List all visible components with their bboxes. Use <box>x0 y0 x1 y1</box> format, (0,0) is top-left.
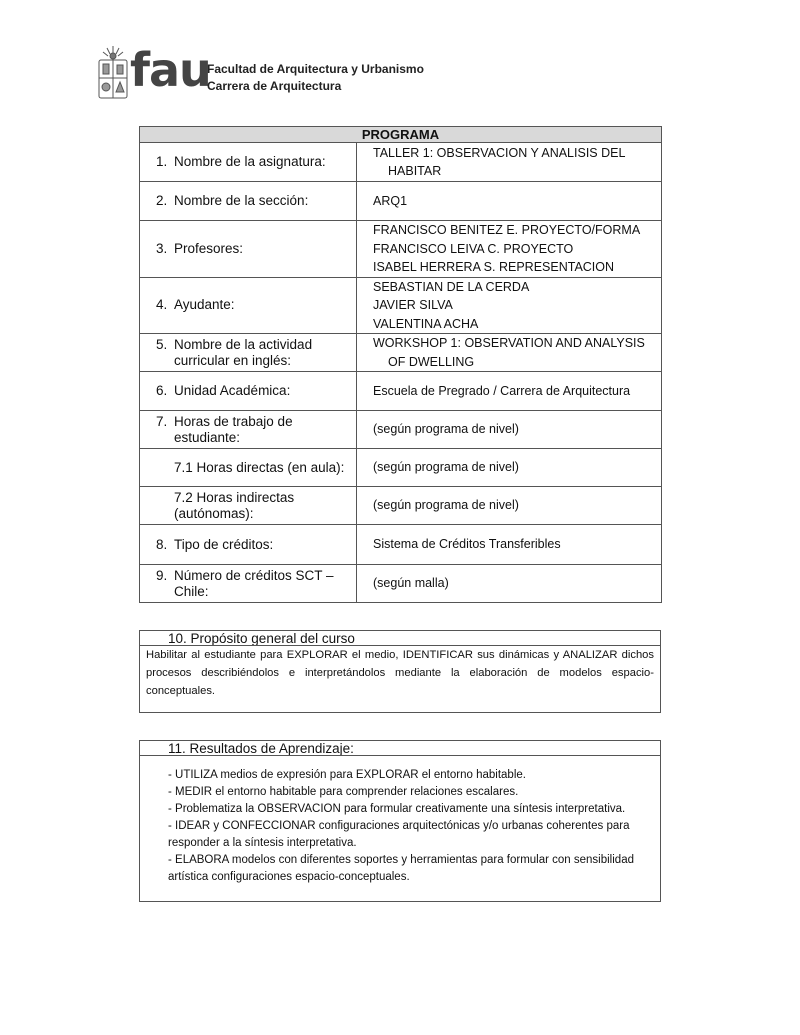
row-number: 6. <box>156 383 168 398</box>
table-row <box>140 565 662 603</box>
row-value: FRANCISCO LEIVA C. PROYECTO <box>373 241 574 256</box>
resultados-list <box>140 756 660 886</box>
row-number: 7.1 <box>174 459 193 475</box>
row-value: (según programa de nivel) <box>373 460 519 475</box>
row-value: SEBASTIAN DE LA CERDA <box>373 279 530 294</box>
list-item: - IDEAR y CONFECCIONAR configuraciones arquitectónicas y/o urbanas coherentes para responder a la síntesis interpretativa. <box>168 820 630 849</box>
row-value: JAVIER SILVA <box>373 298 453 312</box>
row-value: WORKSHOP 1: OBSERVATION AND ANALYSIS <box>373 336 645 350</box>
list-item: - UTILIZA medios de expresión para EXPLORAR el entorno habitable. <box>168 769 526 781</box>
row-value: (según programa de nivel) <box>373 422 519 437</box>
row-value: Escuela de Pregrado / Carrera de Arquitectura <box>373 383 631 398</box>
section-title: 11. Resultados de Aprendizaje: <box>140 741 660 756</box>
list-item: - Problematiza la OBSERVACION para formular creativamente una síntesis interpretativa. <box>168 803 626 815</box>
university-seal-icon <box>97 44 129 100</box>
proposito-section <box>139 630 661 713</box>
row-number: 8. <box>156 536 168 552</box>
table-row <box>140 182 662 221</box>
resultados-section <box>139 740 661 902</box>
row-label: Nombre de la sección: <box>174 193 309 208</box>
row-value: Sistema de Créditos Transferibles <box>373 537 561 552</box>
row-label: Horas indirectas (autónomas): <box>174 489 295 521</box>
row-value: FRANCISCO BENITEZ E. PROYECTO/FORMA <box>373 223 641 237</box>
table-row <box>140 487 662 525</box>
row-label: Número de créditos SCT – Chile: <box>174 567 334 599</box>
row-value: HABITAR <box>388 164 442 178</box>
row-value: (según programa de nivel) <box>373 498 519 513</box>
programa-title: PROGRAMA <box>140 127 662 143</box>
row-label: Nombre de la asignatura: <box>174 154 326 169</box>
faculty-heading <box>207 61 424 95</box>
row-label: Tipo de créditos: <box>174 536 274 552</box>
row-label: Nombre de la actividad curricular en inglés: <box>174 336 313 368</box>
section-title: 10. Propósito general del curso <box>140 631 660 646</box>
table-row <box>140 334 662 372</box>
proposito-text: Habilitar al estudiante para EXPLORAR el medio, IDENTIFICAR sus dinámicas y ANALIZAR dichos procesos describiéndolos e interpretándolos mediante la elaboración de modelos espacio-conceptuales. <box>146 649 654 697</box>
table-row <box>140 372 662 411</box>
table-row <box>140 449 662 487</box>
row-value: TALLER 1: OBSERVACION Y ANALISIS DEL <box>373 145 626 160</box>
row-value: (según malla) <box>373 576 449 591</box>
row-number: 2. <box>156 193 168 208</box>
row-number: 7.2 <box>174 489 193 505</box>
row-number: 4. <box>156 297 168 313</box>
row-label: Horas directas (en aula): <box>196 459 345 475</box>
row-number: 3. <box>156 240 168 256</box>
row-value: ARQ1 <box>373 193 408 208</box>
list-item: - ELABORA modelos con diferentes soportes y herramientas para formular con sensibilidad artística configuraciones espacio-conceptuales. <box>168 854 634 883</box>
table-row <box>140 277 662 334</box>
table-row <box>140 525 662 565</box>
table-row <box>140 411 662 449</box>
list-item: - MEDIR el entorno habitable para comprender relaciones escalares. <box>168 786 519 798</box>
row-value: ISABEL HERRERA S. REPRESENTACION <box>373 260 615 274</box>
row-label: Horas de trabajo de estudiante: <box>174 413 293 445</box>
row-value: VALENTINA ACHA <box>373 316 479 331</box>
row-label: Ayudante: <box>174 297 235 313</box>
career-name: Carrera de Arquitectura <box>207 79 342 93</box>
table-row <box>140 221 662 278</box>
row-label: Unidad Académica: <box>174 383 291 398</box>
row-number: 9. <box>156 567 168 583</box>
row-value: OF DWELLING <box>388 354 475 369</box>
table-row <box>140 143 662 182</box>
faculty-name: Facultad de Arquitectura y Urbanismo <box>207 62 424 76</box>
row-label: Profesores: <box>174 240 244 256</box>
row-number: 1. <box>156 154 168 169</box>
programa-table <box>139 126 662 603</box>
row-number: 7. <box>156 413 168 429</box>
fau-logo-wordmark: fau <box>130 43 211 97</box>
row-number: 5. <box>156 336 168 352</box>
